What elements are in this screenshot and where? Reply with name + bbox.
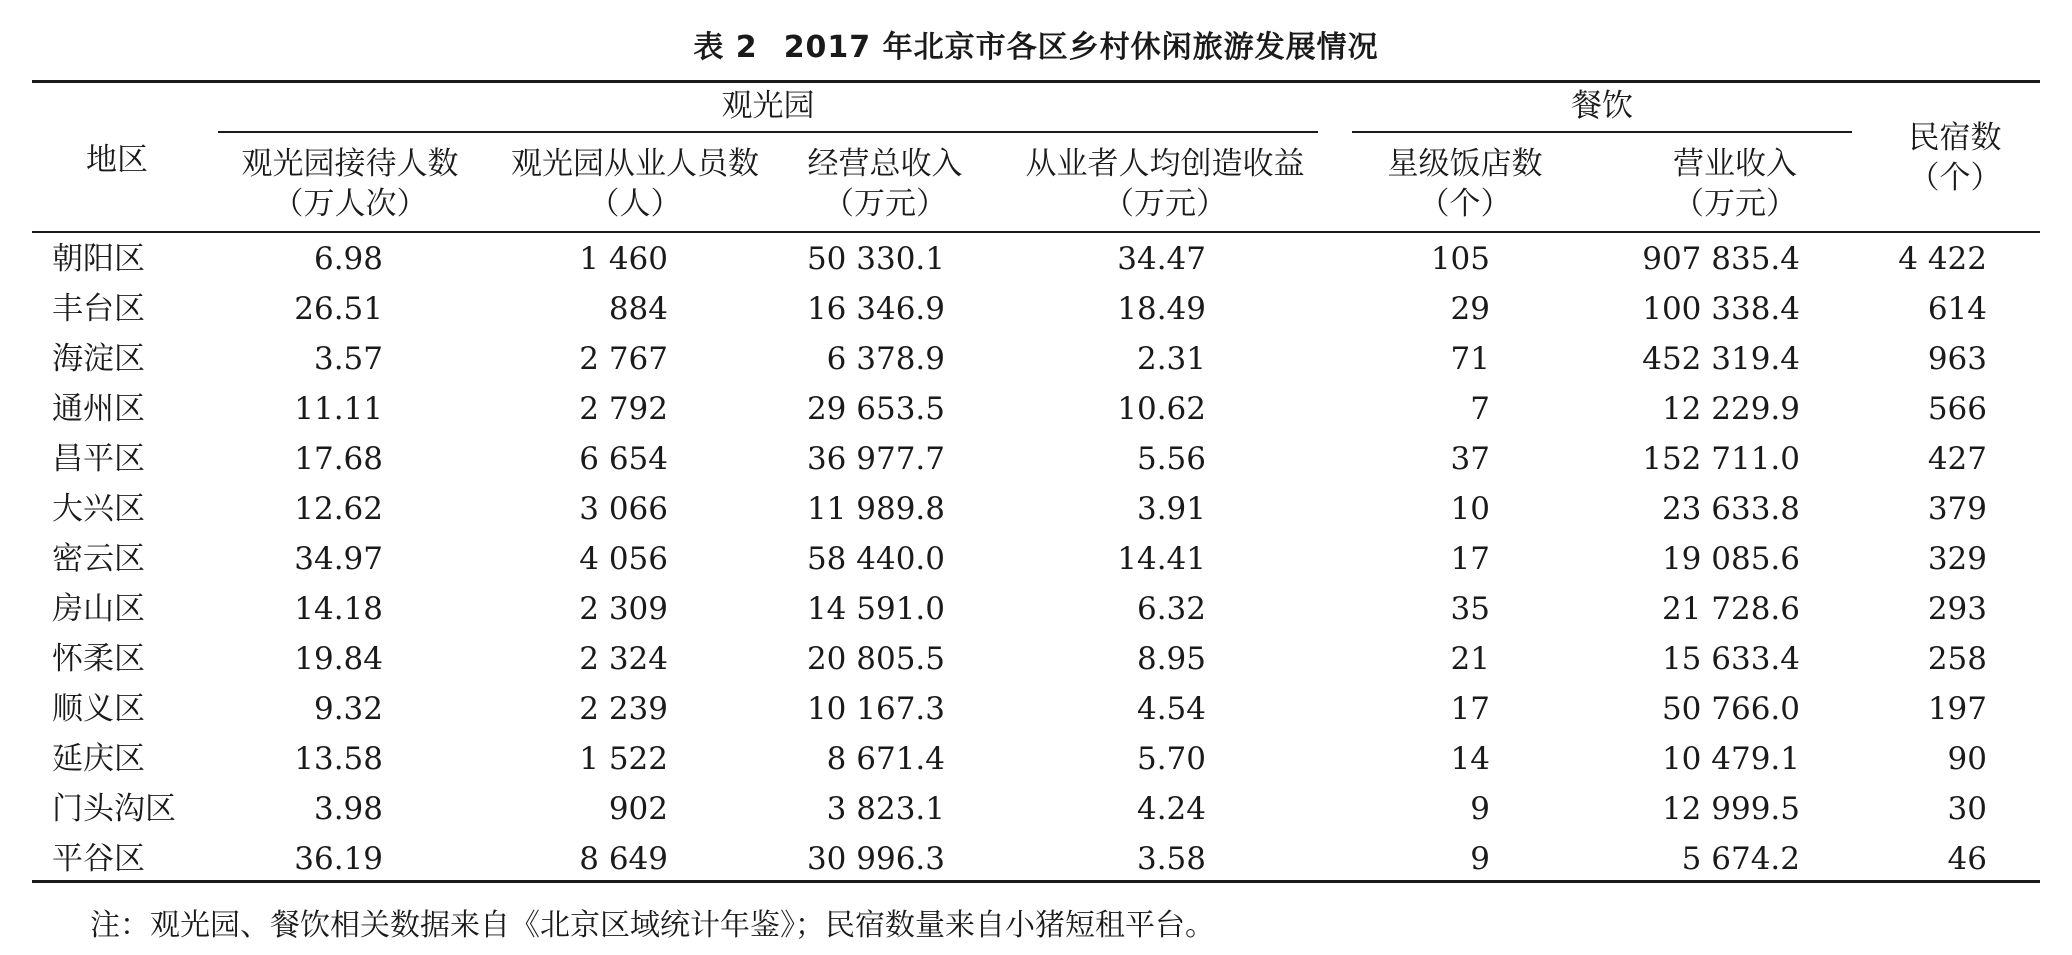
cell-star-restaurants: 29 [1450,291,1490,327]
header-revenue-per-worker [1005,144,1325,224]
table-note: 注：观光园、餐饮相关数据来自《北京区域统计年鉴》；民宿数量来自小猪短租平台。 [90,908,1215,943]
cell-total-revenue: 20 805.5 [806,641,945,677]
cell-operating-revenue: 12 229.9 [1661,391,1800,427]
cell-revenue-per-worker: 8.95 [1136,641,1206,677]
header-operating-revenue-l1: 营业收入 [1673,146,1797,182]
cell-star-restaurants: 14 [1450,741,1490,777]
header-rule [32,231,2040,233]
cell-operating-revenue: 907 835.4 [1642,241,1800,277]
cell-employees: 2 324 [579,641,668,677]
cell-homestays: 46 [1947,841,1987,877]
cell-revenue-per-worker: 3.91 [1136,491,1206,527]
header-group-food-label: 餐饮 [1571,88,1633,124]
cell-visitors: 26.51 [294,291,383,327]
cell-region: 平谷区 [52,841,145,877]
cell-employees: 884 [608,291,668,327]
header-homestays-l2: （个） [1908,160,2002,196]
cell-total-revenue: 58 440.0 [806,541,945,577]
cell-operating-revenue: 21 728.6 [1661,591,1800,627]
header-group-park-label: 观光园 [721,88,815,124]
cell-homestays: 427 [1927,441,1987,477]
cell-operating-revenue: 12 999.5 [1661,791,1800,827]
header-total-revenue-l2: （万元） [823,186,947,222]
cell-homestays: 566 [1927,391,1987,427]
cell-operating-revenue: 10 479.1 [1661,741,1800,777]
cell-homestays: 30 [1947,791,1987,827]
cell-total-revenue: 3 823.1 [826,791,945,827]
header-employees-l1: 观光园从业人员数 [511,146,759,182]
cell-operating-revenue: 452 319.4 [1642,341,1800,377]
header-visitors [225,144,475,224]
cell-region: 顺义区 [52,691,145,727]
cell-star-restaurants: 37 [1450,441,1490,477]
cell-total-revenue: 10 167.3 [806,691,945,727]
header-revenue-per-worker-l1: 从业者人均创造收益 [1025,146,1305,182]
cell-visitors: 9.32 [313,691,383,727]
cell-visitors: 19.84 [294,641,383,677]
header-star-restaurants-l2: （个） [1418,186,1512,222]
cell-employees: 4 056 [579,541,668,577]
cell-visitors: 3.57 [313,341,383,377]
cell-employees: 2 239 [579,691,668,727]
cell-visitors: 12.62 [294,491,383,527]
table-title-text: 2017 年北京市各区乡村休闲旅游发展情况 [783,30,1379,65]
cell-homestays: 258 [1927,641,1987,677]
cell-operating-revenue: 152 711.0 [1642,441,1800,477]
cell-total-revenue: 50 330.1 [806,241,945,277]
cell-revenue-per-worker: 3.58 [1136,841,1206,877]
cell-total-revenue: 8 671.4 [826,741,945,777]
cell-total-revenue: 16 346.9 [806,291,945,327]
cell-star-restaurants: 71 [1450,341,1490,377]
cell-employees: 1 522 [579,741,668,777]
header-star-restaurants [1360,144,1570,224]
cell-total-revenue: 6 378.9 [826,341,945,377]
cell-visitors: 34.97 [294,541,383,577]
cell-region: 大兴区 [52,491,145,527]
header-total-revenue [780,144,990,224]
cell-employees: 3 066 [579,491,668,527]
cell-revenue-per-worker: 2.31 [1136,341,1206,377]
header-homestays [1890,118,2020,198]
cell-visitors: 13.58 [294,741,383,777]
cell-region: 通州区 [52,391,145,427]
cell-star-restaurants: 10 [1450,491,1490,527]
cell-region: 昌平区 [52,441,145,477]
header-visitors-l1: 观光园接待人数 [241,146,459,182]
cell-region: 密云区 [52,541,145,577]
cell-employees: 2 792 [579,391,668,427]
header-operating-revenue-l2: （万元） [1673,186,1797,222]
cell-employees: 1 460 [579,241,668,277]
cell-revenue-per-worker: 4.54 [1136,691,1206,727]
header-revenue-per-worker-l2: （万元） [1103,186,1227,222]
cell-total-revenue: 29 653.5 [806,391,945,427]
cell-homestays: 614 [1927,291,1987,327]
header-group-food [1352,86,1852,126]
header-group-park [218,86,1318,126]
cell-visitors: 3.98 [313,791,383,827]
cell-visitors: 36.19 [294,841,383,877]
cell-visitors: 17.68 [294,441,383,477]
header-star-restaurants-l1: 星级饭店数 [1387,146,1543,182]
cell-revenue-per-worker: 14.41 [1117,541,1206,577]
food-group-rule [1352,131,1852,133]
cell-operating-revenue: 100 338.4 [1642,291,1800,327]
table-number: 表 2 [693,30,758,65]
cell-operating-revenue: 23 633.8 [1661,491,1800,527]
cell-star-restaurants: 9 [1470,841,1490,877]
cell-revenue-per-worker: 6.32 [1136,591,1206,627]
cell-visitors: 14.18 [294,591,383,627]
cell-operating-revenue: 5 674.2 [1681,841,1800,877]
cell-homestays: 293 [1927,591,1987,627]
cell-star-restaurants: 17 [1450,691,1490,727]
cell-revenue-per-worker: 4.24 [1136,791,1206,827]
cell-employees: 2 767 [579,341,668,377]
top-rule [32,80,2040,83]
cell-total-revenue: 11 989.8 [806,491,945,527]
park-group-rule [218,131,1318,133]
cell-revenue-per-worker: 10.62 [1117,391,1206,427]
cell-homestays: 4 422 [1898,241,1987,277]
cell-homestays: 197 [1927,691,1987,727]
header-total-revenue-l1: 经营总收入 [807,146,963,182]
cell-total-revenue: 36 977.7 [806,441,945,477]
header-employees-l2: （人） [588,186,682,222]
cell-operating-revenue: 19 085.6 [1661,541,1800,577]
header-homestays-l1: 民宿数 [1908,120,2002,156]
cell-region: 海淀区 [52,341,145,377]
cell-operating-revenue: 50 766.0 [1661,691,1800,727]
cell-homestays: 379 [1927,491,1987,527]
cell-employees: 902 [608,791,668,827]
cell-star-restaurants: 17 [1450,541,1490,577]
cell-star-restaurants: 105 [1430,241,1490,277]
cell-revenue-per-worker: 34.47 [1117,241,1206,277]
cell-revenue-per-worker: 18.49 [1117,291,1206,327]
cell-operating-revenue: 15 633.4 [1661,641,1800,677]
cell-star-restaurants: 35 [1450,591,1490,627]
cell-revenue-per-worker: 5.70 [1136,741,1206,777]
cell-region: 延庆区 [52,741,145,777]
cell-visitors: 11.11 [294,391,383,427]
cell-star-restaurants: 9 [1470,791,1490,827]
cell-visitors: 6.98 [313,241,383,277]
cell-region: 房山区 [52,591,145,627]
header-visitors-l2: （万人次） [272,186,428,222]
cell-region: 丰台区 [52,291,145,327]
table-title [0,22,2072,66]
header-region-label: 地区 [86,142,148,178]
cell-homestays: 329 [1927,541,1987,577]
cell-employees: 8 649 [579,841,668,877]
cell-region: 门头沟区 [52,791,176,827]
cell-total-revenue: 30 996.3 [806,841,945,877]
cell-employees: 6 654 [579,441,668,477]
cell-star-restaurants: 21 [1450,641,1490,677]
cell-employees: 2 309 [579,591,668,627]
cell-star-restaurants: 7 [1470,391,1490,427]
cell-region: 怀柔区 [52,641,145,677]
cell-region: 朝阳区 [52,241,145,277]
header-operating-revenue [1640,144,1830,224]
header-region [62,140,172,180]
cell-homestays: 963 [1927,341,1987,377]
cell-total-revenue: 14 591.0 [806,591,945,627]
cell-revenue-per-worker: 5.56 [1136,441,1206,477]
header-employees [495,144,775,224]
cell-homestays: 90 [1947,741,1987,777]
